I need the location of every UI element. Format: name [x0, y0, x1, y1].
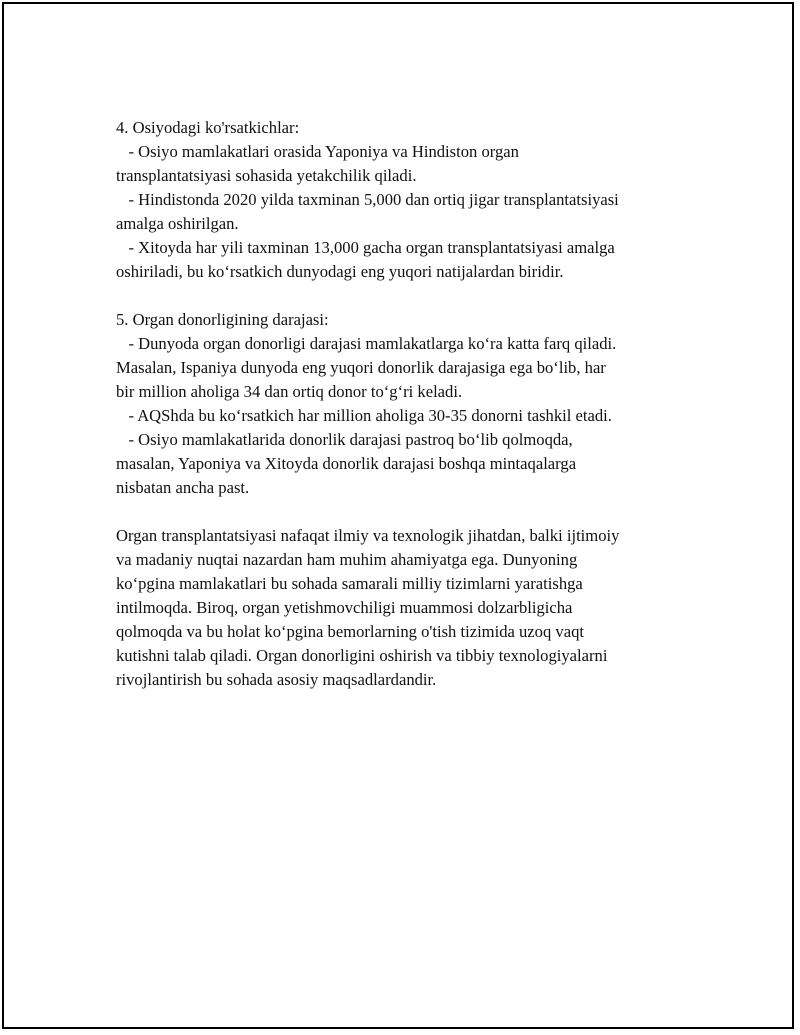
- section-5-line: - AQShda bu ko‘rsatkich har million aholiga 30-35 donorni tashkil etadi.: [116, 406, 612, 425]
- section-5-line: bir million aholiga 34 dan ortiq donor to‘g‘ri keladi.: [116, 382, 463, 401]
- section-4-line: transplantatsiyasi sohasida yetakchilik qiladi.: [116, 166, 417, 185]
- section-5-heading: 5. Organ donorligining darajasi:: [116, 310, 329, 329]
- section-4-line: - Hindistonda 2020 yilda taxminan 5,000 dan ortiq jigar transplantatsiyasi: [116, 190, 619, 209]
- conclusion-line: rivojlantirish bu sohada asosiy maqsadlardandir.: [116, 670, 437, 689]
- section-5-line: - Dunyoda organ donorligi darajasi mamlakatlarga ko‘ra katta farq qiladi.: [116, 334, 617, 353]
- section-5: [116, 308, 686, 500]
- paragraph-spacer: [116, 284, 686, 308]
- section-4-line: oshiriladi, bu ko‘rsatkich dunyodagi eng yuqori natijalardan biridir.: [116, 262, 564, 281]
- section-4-line: amalga oshirilgan.: [116, 214, 239, 233]
- section-5-line: nisbatan ancha past.: [116, 478, 250, 497]
- section-4-line: - Osiyo mamlakatlari orasida Yaponiya va Hindiston organ: [116, 142, 519, 161]
- conclusion-line: intilmoqda. Biroq, organ yetishmovchiligi muammosi dolzarbligicha: [116, 598, 573, 617]
- paragraph-spacer: [116, 500, 686, 524]
- conclusion-line: ko‘pgina mamlakatlari bu sohada samarali milliy tizimlarni yaratishga: [116, 574, 583, 593]
- conclusion-paragraph: [116, 524, 686, 692]
- conclusion-line: qolmoqda va bu holat ko‘pgina bemorlarning o'tish tizimida uzoq vaqt: [116, 622, 584, 641]
- section-5-line: - Osiyo mamlakatlarida donorlik darajasi pastroq bo‘lib qolmoqda,: [116, 430, 573, 449]
- section-4-line: - Xitoyda har yili taxminan 13,000 gacha organ transplantatsiyasi amalga: [116, 238, 615, 257]
- section-4: [116, 116, 686, 284]
- document-body: [116, 116, 686, 692]
- section-5-line: masalan, Yaponiya va Xitoyda donorlik darajasi boshqa mintaqalarga: [116, 454, 577, 473]
- conclusion-line: kutishni talab qiladi. Organ donorligini oshirish va tibbiy texnologiyalarni: [116, 646, 608, 665]
- section-5-line: Masalan, Ispaniya dunyoda eng yuqori donorlik darajasiga ega bo‘lib, har: [116, 358, 606, 377]
- section-4-heading: 4. Osiyodagi ko'rsatkichlar:: [116, 118, 300, 137]
- conclusion-line: va madaniy nuqtai nazardan ham muhim ahamiyatga ega. Dunyoning: [116, 550, 578, 569]
- conclusion-line: Organ transplantatsiyasi nafaqat ilmiy va texnologik jihatdan, balki ijtimoiy: [116, 526, 620, 545]
